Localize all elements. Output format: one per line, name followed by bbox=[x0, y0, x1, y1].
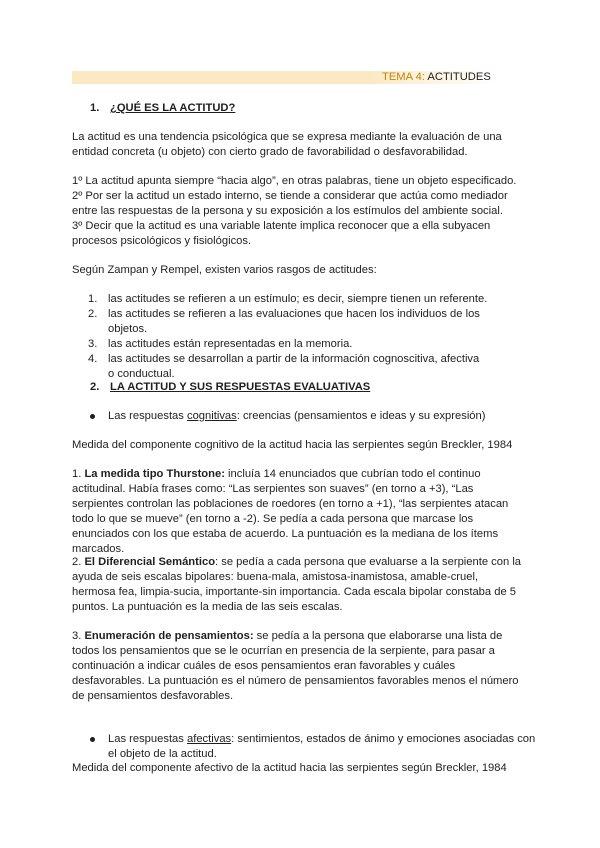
section-1-intro: La actitud es una tendencia psicológica que se expresa mediante la evaluación de una entidad concreta (u objeto) con cierto grado de favorabilidad o desfavorabilidad. bbox=[72, 131, 502, 158]
measure-text: : se pedía a cada persona que evaluarse a la serpiente con la ayuda de seis escalas bipolares: buena-mala, amistosa-inamistosa, amable-cruel, hermosa fea, limpia-sucia, importante-sin importancia. Cada escala bipolar constaba de 5 puntos. La puntuación es la media de las seis escalas. bbox=[72, 556, 522, 613]
section-1-point-2: 2º Por ser la actitud un estado interno, se tiende a considerar que actúa como mediador entre las respuestas de la persona y su exposición a los estímulos del ambiente social. bbox=[72, 190, 508, 217]
medida-afectivo: Medida del componente afectivo de la actitud hacia las serpientes según Breckler, 1984 bbox=[72, 762, 507, 774]
rasgos-list bbox=[72, 292, 522, 382]
topic-header bbox=[382, 71, 491, 84]
bullet-underlined: cognitivas bbox=[186, 410, 237, 422]
list-item bbox=[72, 292, 522, 307]
section-2-number: 2. bbox=[90, 381, 100, 393]
section-2-title: LA ACTITUD Y SUS RESPUESTAS EVALUATIVAS bbox=[110, 381, 371, 393]
topic-label: TEMA 4 bbox=[382, 71, 422, 83]
topic-title: ACTITUDES bbox=[424, 71, 491, 83]
bullet-text: : creencias (pensamientos e ideas y su expresión) bbox=[236, 410, 486, 422]
bullet-dot-icon bbox=[90, 737, 95, 742]
section-2-heading bbox=[72, 380, 522, 395]
list-text: las actitudes se desarrollan a partir de la información cognoscitiva, afectiva o conductual. bbox=[108, 353, 480, 380]
bullet-text: Las respuestas bbox=[108, 410, 187, 422]
measure-title: El Diferencial Semántico bbox=[84, 556, 216, 568]
measure-title: La medida tipo Thurstone: bbox=[84, 468, 225, 480]
measure-text: incluía 14 enunciados que cubrían todo el continuo actitudinal. Había frases como: “Las serpientes son suaves” (en torno a +3), “Las serpientes controlan las poblaciones de roedores (en torno a +1), “las serpientes atacan todo lo que se mueve” (en torno a -2). Se pedía a cada persona que marcase los enunciados con los que estaba de acuerdo. La puntuación es la mediana de los ítems marcados. bbox=[72, 468, 509, 555]
section-1-point-1: 1º La actitud apunta siempre “hacia algo”, en otras palabras, tiene un objeto especificado. bbox=[72, 175, 517, 187]
bullet-underlined: afectivas bbox=[186, 733, 232, 745]
list-text: las actitudes se refieren a un estímulo; es decir, siempre tienen un referente. bbox=[108, 293, 488, 305]
list-number: 4. bbox=[88, 353, 98, 365]
list-text: las actitudes están representadas en la memoria. bbox=[108, 338, 353, 350]
measure-thurstone bbox=[72, 467, 522, 557]
list-number: 1. bbox=[88, 293, 98, 305]
bullet-text: : sentimientos, estados de ánimo y emociones asociadas con el objeto de la actitud. bbox=[108, 733, 536, 760]
bullet-affective bbox=[72, 732, 538, 762]
bullet-dot-icon bbox=[90, 414, 95, 419]
measure-number: 3. bbox=[72, 630, 85, 642]
section-1-title: ¿QUÉ ES LA ACTITUD? bbox=[110, 102, 236, 114]
list-item bbox=[72, 352, 488, 382]
bullet-text: Las respuestas bbox=[108, 733, 187, 745]
section-1-heading bbox=[72, 101, 522, 116]
measure-title: Enumeración de pensamientos: bbox=[84, 630, 254, 642]
measure-text: se pedía a la persona que elaborarse una lista de todos los pensamientos que se le ocurrían en presencia de la serpiente, para pasar a continuación a indicar cuáles de esos pensamientos eran favorables y cuáles desfavorables. La puntuación es el número de pensamientos favorables menos el número de pensamientos desfavorables. bbox=[72, 630, 519, 702]
measure-number: 2. bbox=[72, 556, 85, 568]
section-1-number: 1. bbox=[90, 102, 100, 114]
measure-thoughts bbox=[72, 629, 522, 704]
medida-cognitivo: Medida del componente cognitivo de la actitud hacia las serpientes según Breckler, 1984 bbox=[72, 439, 513, 451]
list-number: 2. bbox=[88, 308, 98, 320]
list-item bbox=[72, 337, 522, 352]
list-text: las actitudes se refieren a las evaluaciones que hacen los individuos de los objetos. bbox=[108, 308, 480, 335]
list-item bbox=[72, 307, 522, 337]
topic-colon: : bbox=[421, 71, 425, 83]
bullet-cognitive bbox=[72, 409, 558, 424]
measure-semantic bbox=[72, 555, 522, 615]
measure-number: 1. bbox=[72, 468, 85, 480]
section-1-point-3: 3º Decir que la actitud es una variable latente implica reconocer que a ella subyacen procesos psicológicos y fisiológicos. bbox=[72, 220, 491, 247]
rasgos-intro: Según Zampan y Rempel, existen varios rasgos de actitudes: bbox=[72, 264, 377, 276]
list-number: 3. bbox=[88, 338, 98, 350]
